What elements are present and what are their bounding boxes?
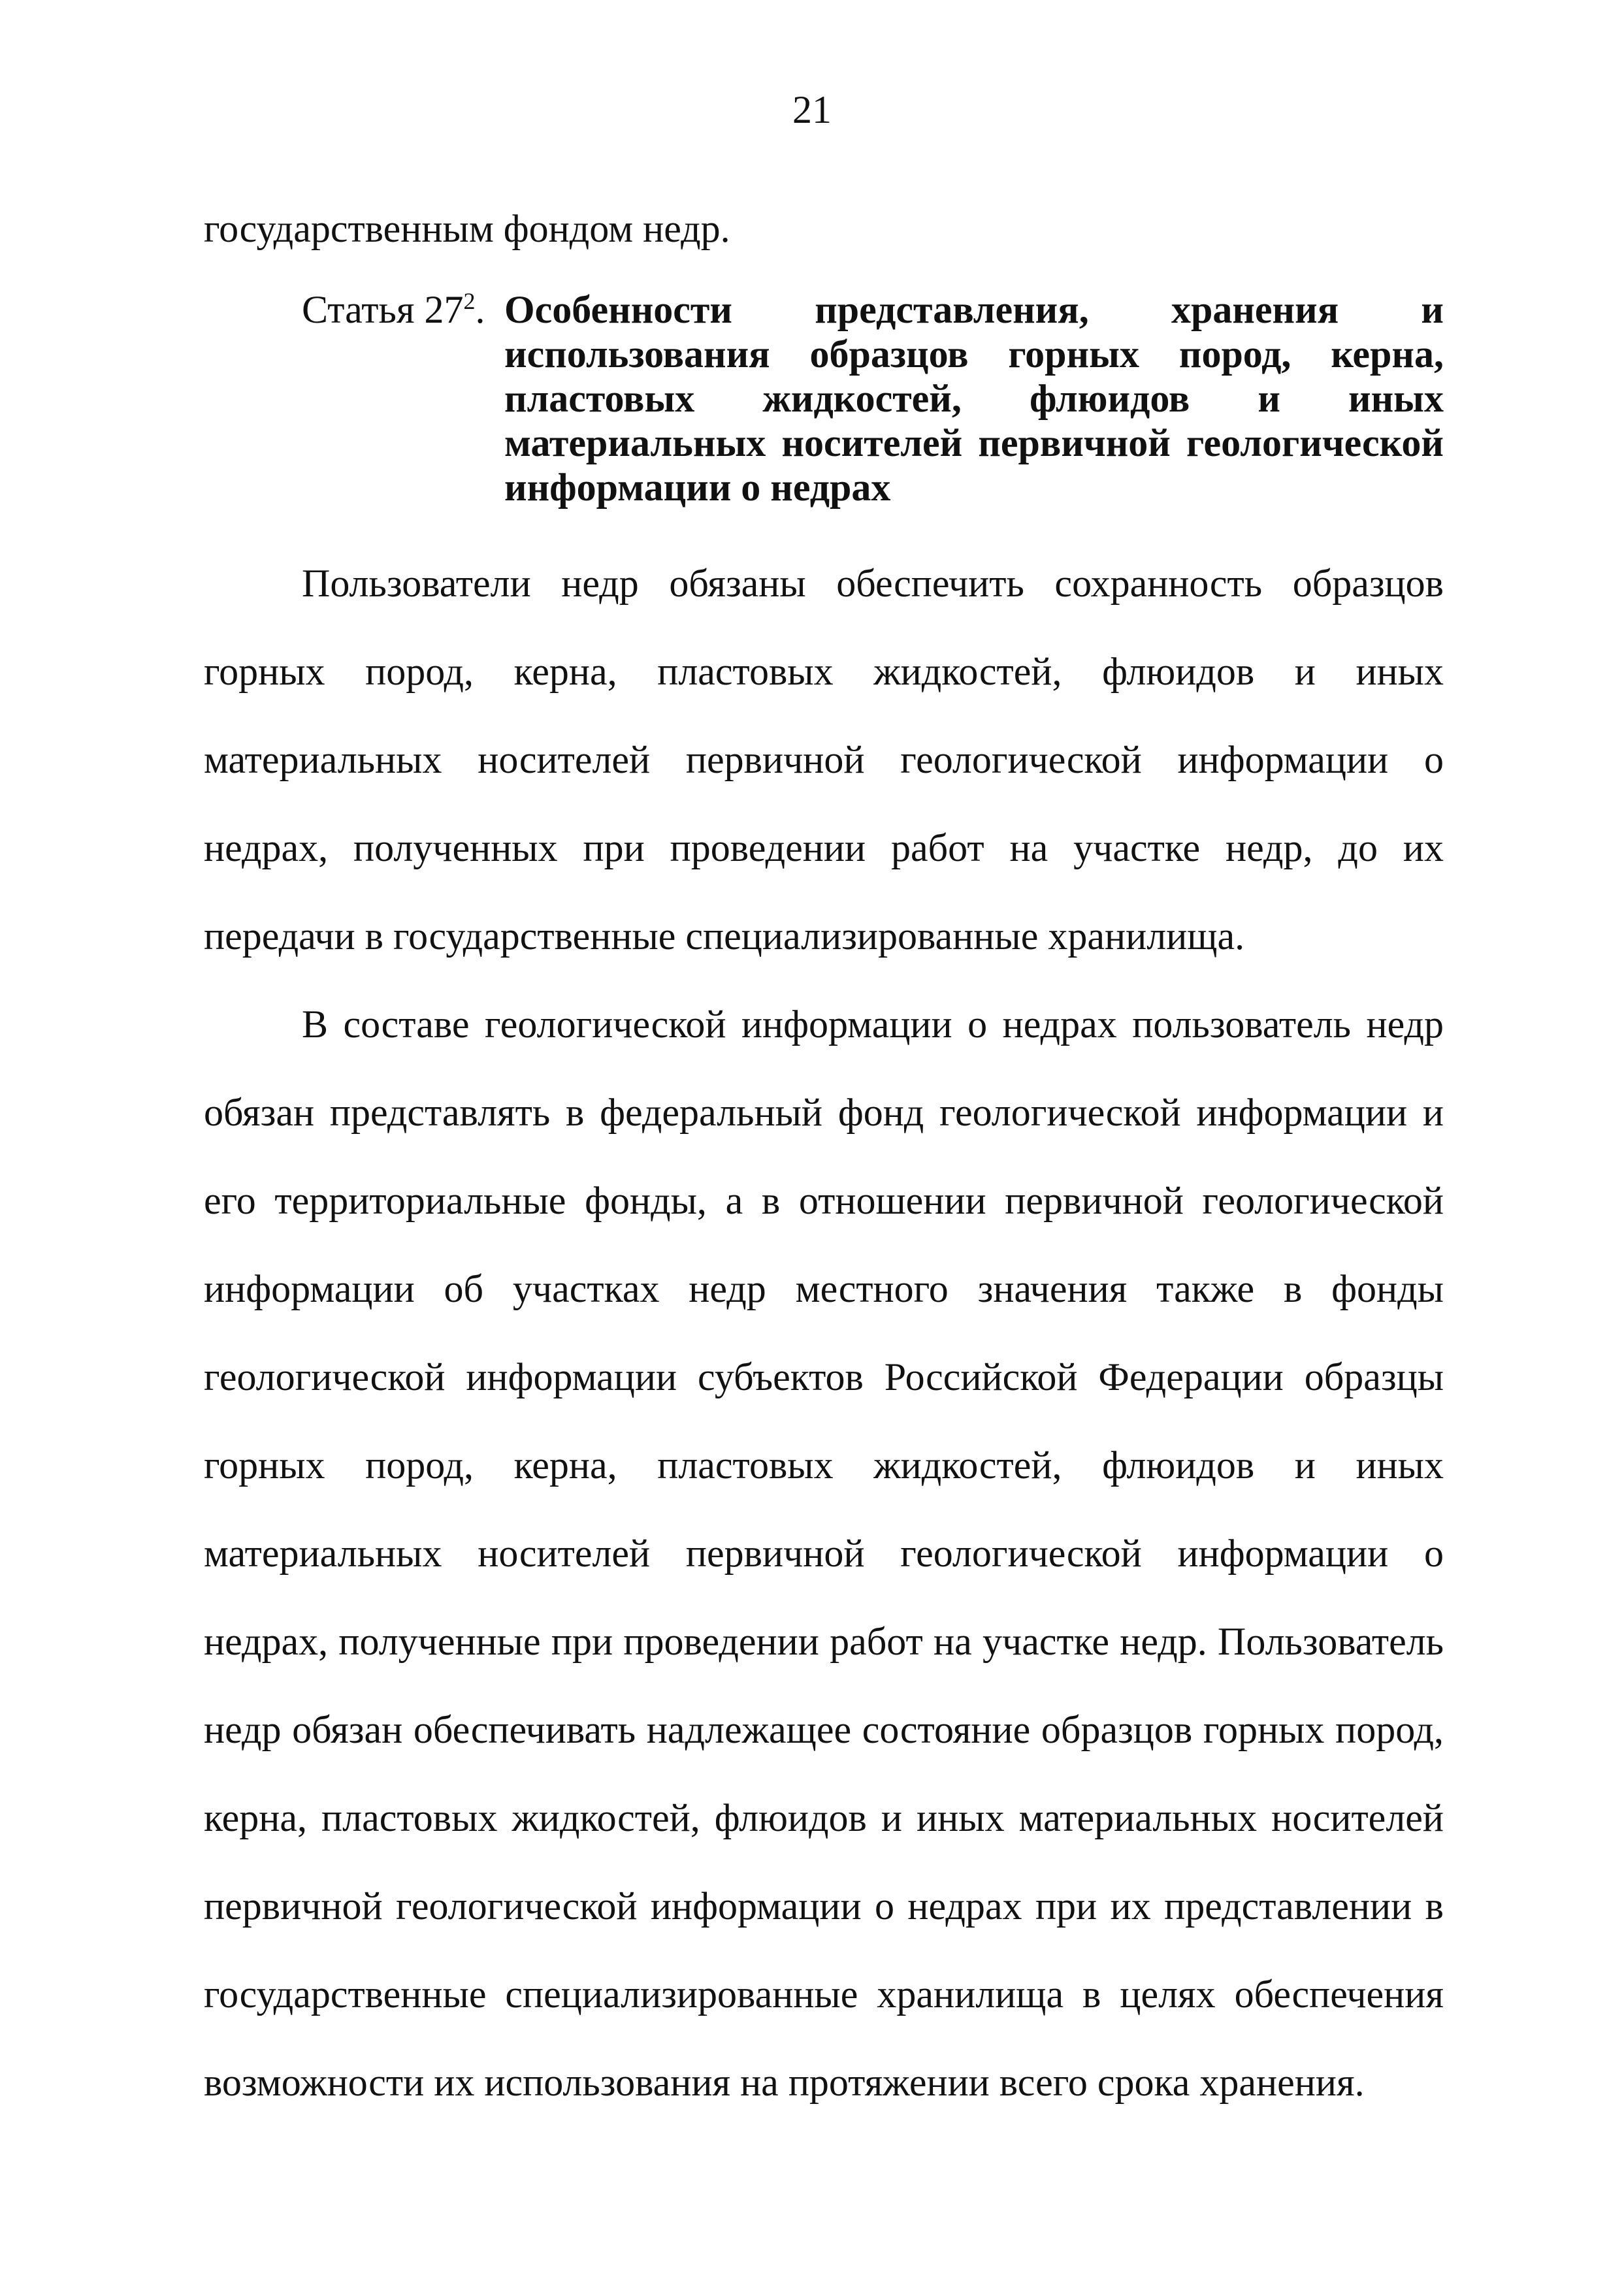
body-paragraph-2: В составе геологической информации о недрах пользователь недр обязан представлять в федеральный фонд геологической информации и его территориальные фонды, а в отношении первичной геологической информации об участках недр местного значения также в фонды геологической информации субъектов Российской Федерации образцы горных пород, керна, пластовых жидкостей, флюидов и иных материальных носителей первичной геологической информации о недрах, полученные при проведении работ на участке недр. Пользователь недр обязан обеспечивать надлежащее состояние образцов горных пород, керна, пластовых жидкостей, флюидов и иных материальных носителей первичной геологической информации о недрах при их представлении в государственные специализированные хранилища в целях обеспечения возможности их использования на протяжении всего срока хранения.	[204, 1003, 1444, 2104]
article-label-suffix: .	[475, 288, 485, 331]
article-title: Особенности представления, хранения и использования образцов горных пород, керна, пластовых жидкостей, флюидов и иных материальных носителей первичной геологической информации о недрах	[504, 288, 1444, 509]
article-label	[302, 287, 504, 332]
article-label-prefix: Статья 27	[302, 288, 464, 331]
body-paragraph-1: Пользователи недр обязаны обеспечить сохранность образцов горных пород, керна, пластовых жидкостей, флюидов и иных материальных носителей первичной геологической информации о недрах, полученных при проведении работ на участке недр, до их передачи в государственные специализированные хранилища.	[204, 562, 1444, 958]
continuation-line: государственным фондом недр.	[204, 207, 730, 250]
page-number: 21	[792, 88, 832, 131]
article-label-superscript: 2	[463, 288, 476, 314]
